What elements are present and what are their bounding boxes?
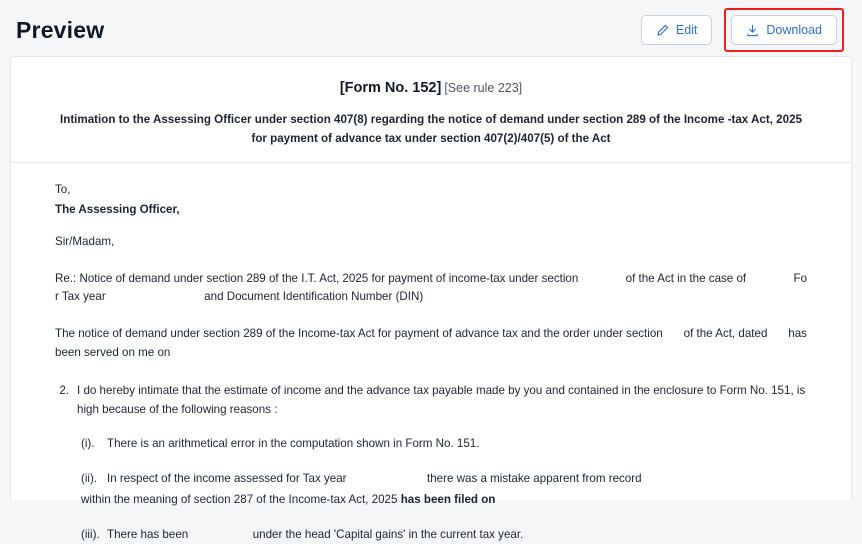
re-line-1 bbox=[55, 270, 807, 289]
download-button[interactable] bbox=[731, 15, 837, 45]
to-label: To, bbox=[55, 183, 71, 197]
notice-part3: has bbox=[788, 326, 807, 340]
sub-item-ii bbox=[55, 470, 807, 489]
sub-item-ii-line-2 bbox=[55, 491, 807, 510]
sub-item-ii-label: (ii). bbox=[81, 471, 98, 485]
re-part1: Re.: Notice of demand under section 289 of the I.T. Act, 2025 for payment of income-tax under section bbox=[55, 271, 579, 285]
notice-part2: of the Act, dated bbox=[683, 326, 768, 340]
re-line2-part1: r Tax year bbox=[55, 290, 106, 304]
re-line2-part2: and Document Identification Number (DIN) bbox=[204, 290, 424, 304]
download-icon bbox=[746, 24, 759, 37]
page-title: Preview bbox=[16, 16, 105, 43]
document-preview[interactable] bbox=[10, 56, 852, 541]
sub-item-i-label: (i). bbox=[81, 437, 95, 451]
form-title-line bbox=[41, 79, 821, 97]
edit-button[interactable] bbox=[641, 15, 713, 45]
document-body bbox=[11, 163, 851, 544]
sub-item-iii-label: (iii). bbox=[81, 527, 100, 541]
pencil-icon bbox=[656, 24, 669, 37]
notice-line-2: been served on me on bbox=[55, 345, 171, 359]
sub-item-ii-line2-part1: within the meaning of section 287 of the Income-tax Act, 2025 bbox=[81, 493, 398, 507]
intimation-text: Intimation to the Assessing Officer under section 407(8) regarding the notice of demand under section 289 of the Income -tax Act, 2025 for payment of advance tax under section 407(2)/407(5) of the Act bbox=[60, 113, 802, 146]
sub-item-ii-text bbox=[107, 470, 807, 489]
re-part3: Fo bbox=[793, 271, 807, 285]
document-header bbox=[11, 57, 851, 163]
sub-item-ii-part1: In respect of the income assessed for Tax year bbox=[107, 471, 347, 485]
sub-item-ii-part2: there was a mistake apparent from record bbox=[426, 471, 642, 485]
form-number: [Form No. 152] bbox=[339, 80, 442, 96]
header-actions bbox=[641, 8, 844, 52]
item-2 bbox=[55, 382, 807, 419]
item-2-number: 2. bbox=[59, 384, 69, 398]
re-part2: of the Act in the case of bbox=[625, 271, 747, 285]
item-2-text: I do hereby intimate that the estimate of income and the advance tax payable made by you and contained in the enclosure to Form No. 151, is high because of the following reasons : bbox=[77, 384, 806, 416]
edit-button-label: Edit bbox=[675, 23, 698, 37]
addressee: The Assessing Officer, bbox=[55, 202, 180, 216]
sub-item-i bbox=[55, 435, 807, 454]
download-highlight bbox=[724, 8, 844, 52]
sub-item-iii-part2: under the head 'Capital gains' in the current tax year. bbox=[252, 527, 524, 541]
notice-line-1 bbox=[55, 325, 807, 344]
sub-item-iii-text bbox=[107, 526, 807, 544]
download-button-label: Download bbox=[766, 23, 822, 37]
sub-item-ii-line2-part2: has been filed on bbox=[400, 493, 496, 507]
sub-item-iii-part1: There has been bbox=[107, 527, 189, 541]
sub-item-i-text: There is an arithmetical error in the computation shown in Form No. 151. bbox=[107, 437, 480, 451]
salutation: Sir/Madam, bbox=[55, 235, 115, 249]
header-bar bbox=[0, 0, 862, 60]
notice-part1: The notice of demand under section 289 of the Income-tax Act for payment of advance tax and the order under section bbox=[55, 326, 663, 340]
re-line-2 bbox=[55, 288, 807, 307]
sub-item-iii bbox=[55, 526, 807, 544]
see-rule: [See rule 223] bbox=[444, 81, 523, 95]
